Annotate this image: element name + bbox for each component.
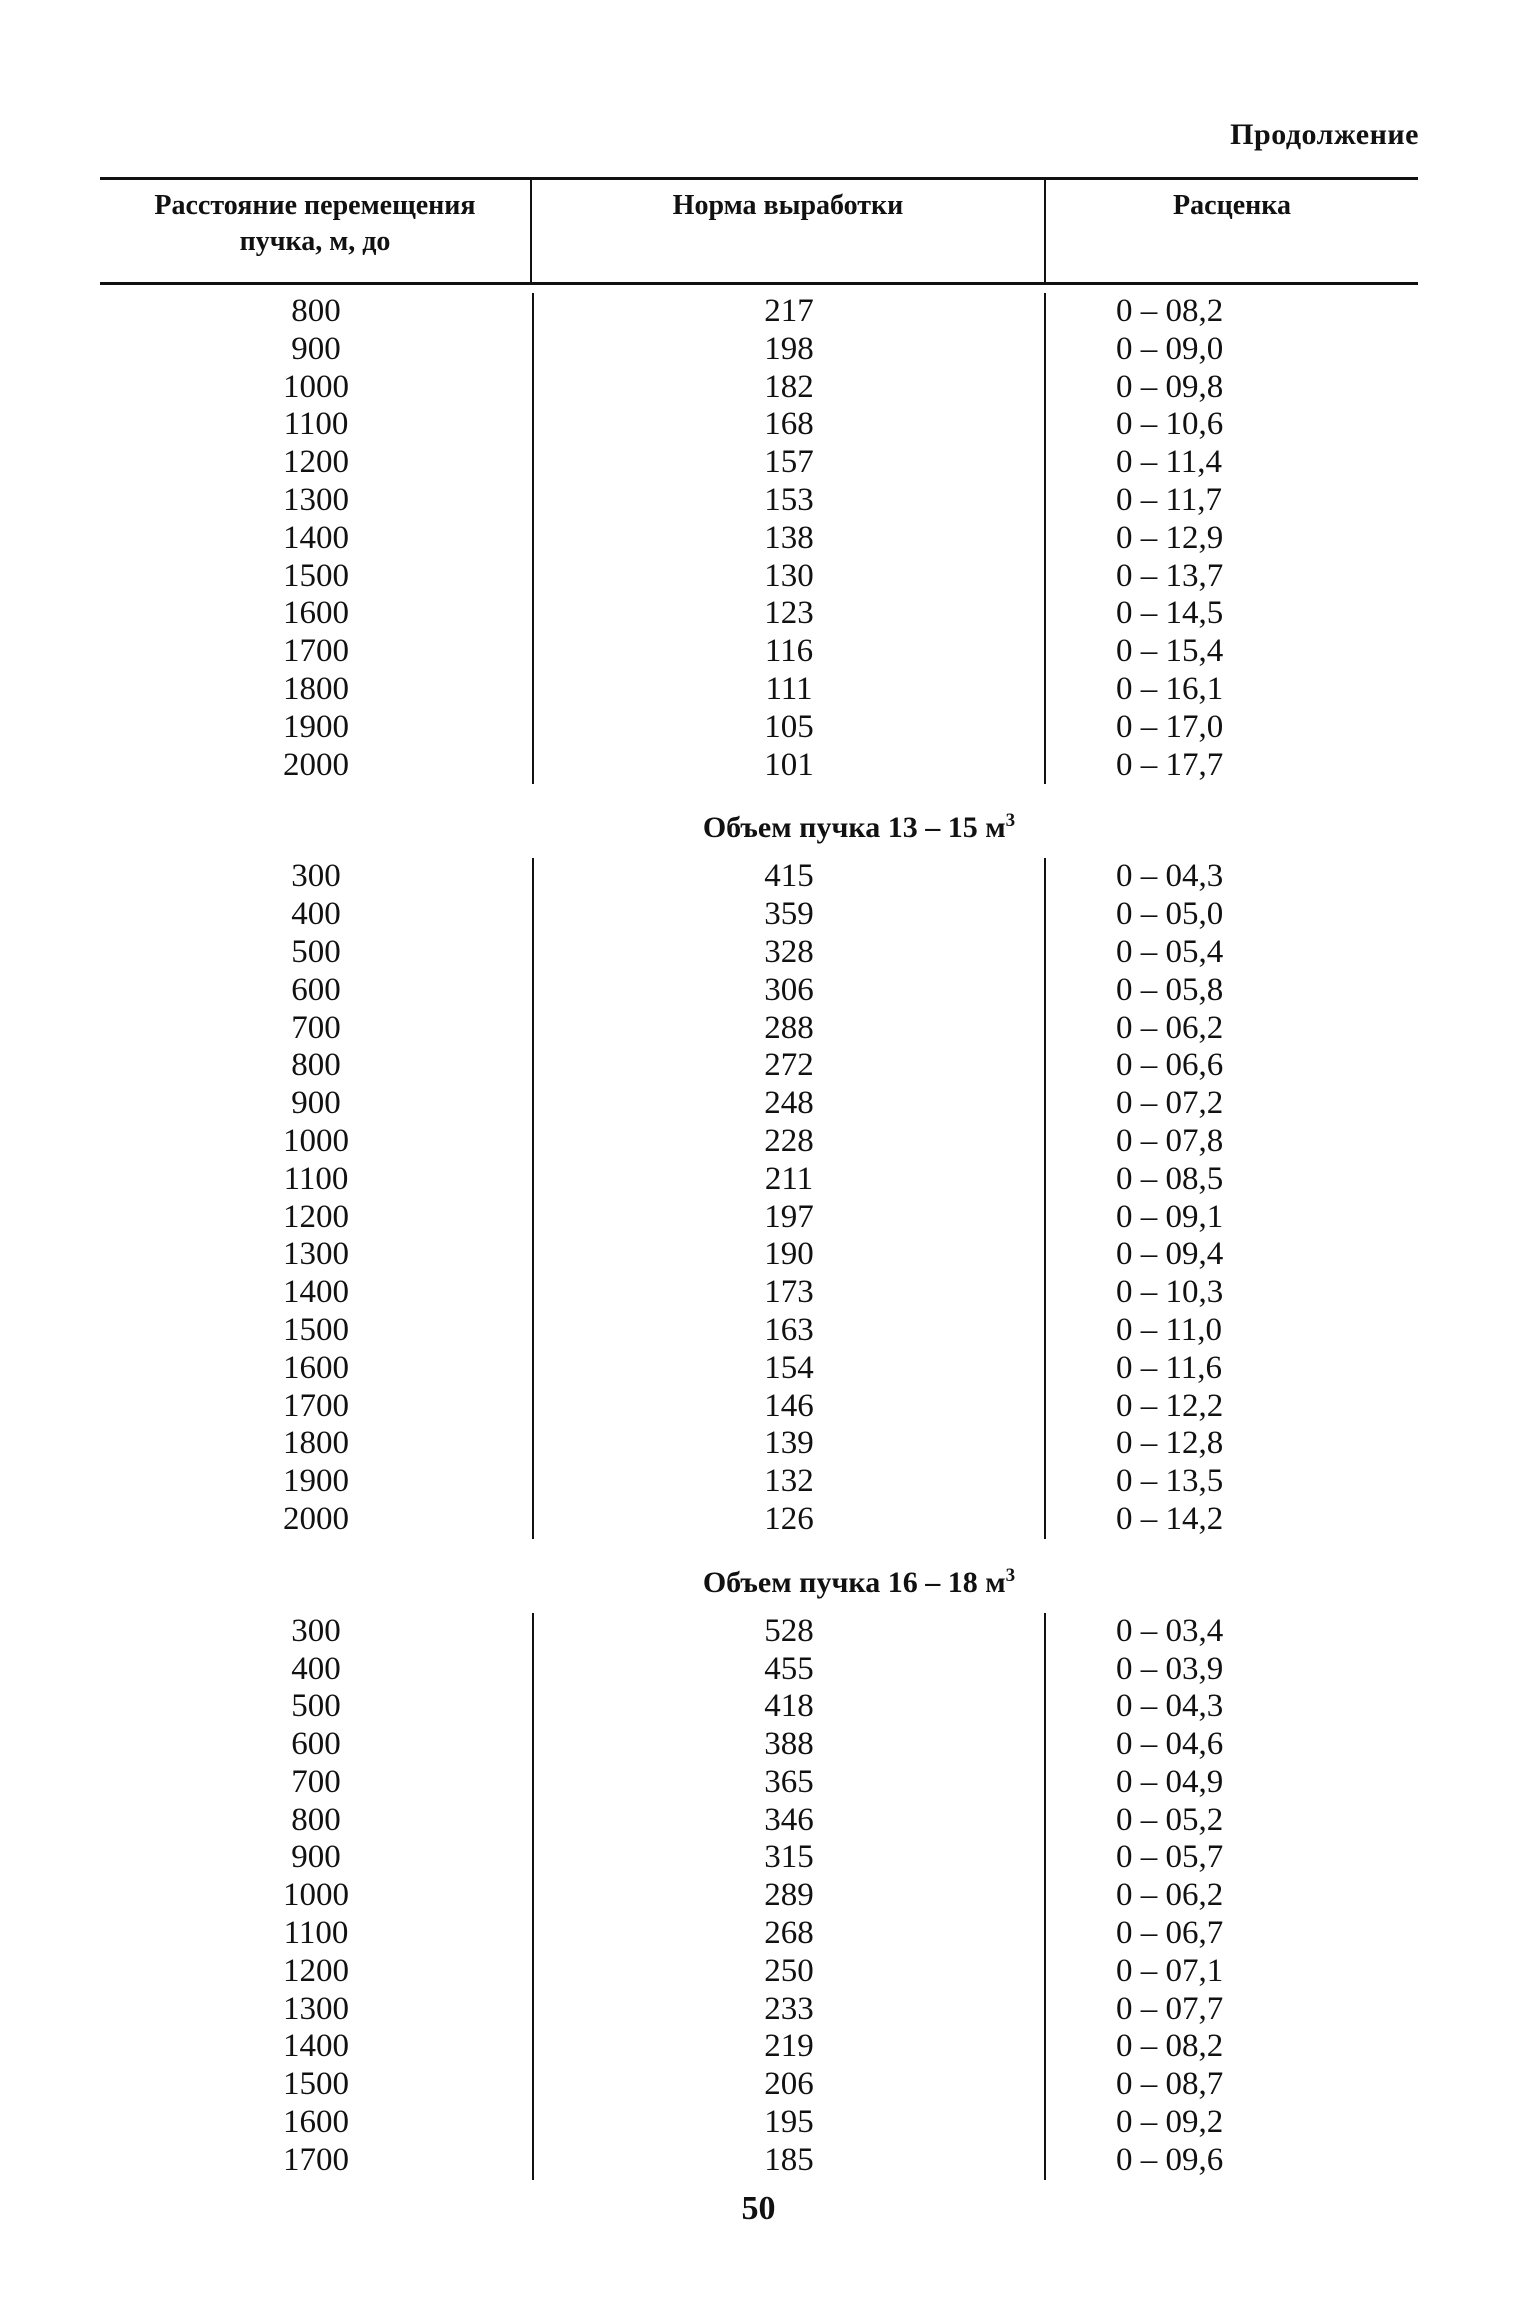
table-cell: 800 — [291, 293, 341, 329]
table-cell: 328 — [764, 933, 814, 970]
section-title-text: Объем пучка 16 – 18 м — [702, 1565, 1006, 1599]
section-title — [100, 1539, 1418, 1613]
table-cell: 359 — [764, 896, 814, 933]
table-cell: 388 — [764, 1726, 814, 1763]
table-cell: 528 — [764, 1612, 814, 1649]
table-cell: 0 – 09,1 — [1116, 1198, 1224, 1235]
table-cell: 0 – 15,4 — [1116, 633, 1224, 670]
table-cell: 211 — [764, 1160, 814, 1197]
header-rate — [1046, 180, 1418, 282]
table-cell: 250 — [764, 1952, 814, 1989]
table-cell: 306 — [764, 971, 814, 1008]
table-cell: 1800 — [283, 1425, 349, 1462]
table-cell: 1000 — [283, 368, 349, 405]
table-cell: 1300 — [283, 481, 349, 518]
table-cell: 0 – 10,3 — [1116, 1274, 1224, 1311]
table-cell: 173 — [764, 1274, 814, 1311]
table-cell: 700 — [291, 1763, 341, 1800]
table-cell: 0 – 05,0 — [1116, 896, 1224, 933]
table-cell: 0 – 12,8 — [1116, 1425, 1224, 1462]
header-output-norm-text: Норма выработки — [672, 190, 904, 221]
table-cell: 0 – 17,7 — [1116, 746, 1224, 783]
table-cell: 217 — [764, 293, 814, 329]
table-cell: 0 – 16,1 — [1116, 670, 1224, 707]
table-cell: 0 – 08,2 — [1116, 293, 1224, 329]
table-cell: 1000 — [283, 1122, 349, 1159]
table-cell: 0 – 11,0 — [1116, 1311, 1223, 1348]
table-cell: 1100 — [283, 1160, 349, 1197]
table-cell: 0 – 04,6 — [1116, 1726, 1224, 1763]
table-section-block — [100, 858, 1418, 1538]
table-cell: 1000 — [283, 1877, 349, 1914]
table-cell: 0 – 08,7 — [1116, 2066, 1224, 2103]
table-cell: 132 — [764, 1463, 814, 1500]
table-cell: 365 — [764, 1763, 814, 1800]
table-cell: 0 – 09,8 — [1116, 368, 1224, 405]
header-distance-line-2: пучка, м, до — [239, 226, 391, 257]
table-cell: 0 – 07,7 — [1116, 1990, 1224, 2027]
table-cell: 0 – 09,6 — [1116, 2141, 1224, 2178]
table-cell: 1500 — [283, 557, 349, 594]
table-cell: 1300 — [283, 1236, 349, 1273]
table-cell: 0 – 09,4 — [1116, 1236, 1224, 1273]
table-cell: 1400 — [283, 1274, 349, 1311]
table-cell: 0 – 05,4 — [1116, 933, 1224, 970]
section-title-superscript: 3 — [1005, 1564, 1016, 1586]
section-title-text: Объем пучка 13 – 15 м — [702, 811, 1006, 845]
table-cell: 157 — [764, 444, 814, 481]
table-cell: 0 – 13,5 — [1116, 1463, 1224, 1500]
page-number: 50 — [741, 2190, 776, 2227]
table-cell: 1700 — [283, 1387, 349, 1424]
table-cell: 0 – 06,6 — [1116, 1047, 1224, 1084]
table-cell: 0 – 07,2 — [1116, 1085, 1224, 1122]
table-cell: 1400 — [283, 519, 349, 556]
table-cell: 346 — [764, 1801, 814, 1838]
table-cell: 1200 — [283, 1952, 349, 1989]
table-cell: 455 — [764, 1650, 814, 1687]
table-section-block — [100, 1613, 1418, 2180]
table-cell: 400 — [291, 896, 341, 933]
header-distance-line-1: Расстояние перемещения — [154, 190, 476, 221]
table-body — [100, 285, 1418, 2180]
output-norm-column — [532, 1613, 1046, 2180]
table-cell: 233 — [764, 1990, 814, 2027]
table-cell: 0 – 03,4 — [1116, 1612, 1224, 1649]
table-cell: 0 – 07,1 — [1116, 1952, 1224, 1989]
table-cell: 1600 — [283, 1349, 349, 1386]
table-cell: 0 – 09,2 — [1116, 2104, 1224, 2141]
table-cell: 195 — [764, 2104, 814, 2141]
table-cell: 600 — [291, 971, 341, 1008]
header-rate-text: Расценка — [1173, 190, 1291, 221]
table-cell: 190 — [764, 1236, 814, 1273]
table-cell: 700 — [291, 1009, 341, 1046]
table-cell: 268 — [764, 1915, 814, 1952]
table-cell: 1100 — [283, 406, 349, 443]
table-cell: 0 – 12,9 — [1116, 519, 1224, 556]
table-cell: 0 – 04,3 — [1116, 1688, 1224, 1725]
distance-column — [100, 1613, 532, 2180]
table-cell: 272 — [764, 1047, 814, 1084]
table-section-block — [100, 293, 1418, 784]
table-cell: 300 — [291, 858, 341, 895]
table-cell: 0 – 05,2 — [1116, 1801, 1224, 1838]
table-cell: 0 – 13,7 — [1116, 557, 1224, 594]
table-cell: 0 – 12,2 — [1116, 1387, 1224, 1424]
section-title-superscript: 3 — [1005, 810, 1016, 832]
table-cell: 153 — [764, 481, 814, 518]
table-cell: 0 – 11,4 — [1116, 444, 1223, 481]
table-cell: 185 — [764, 2141, 814, 2178]
header-output-norm — [532, 180, 1046, 282]
table-cell: 0 – 14,2 — [1116, 1500, 1224, 1537]
table-cell: 146 — [764, 1387, 814, 1424]
table-cell: 2000 — [283, 1500, 349, 1537]
table-cell: 0 – 03,9 — [1116, 1650, 1224, 1687]
table-cell: 0 – 07,8 — [1116, 1122, 1224, 1159]
table-cell: 1200 — [283, 444, 349, 481]
section-title — [100, 784, 1418, 858]
table-cell: 1900 — [283, 1463, 349, 1500]
table-cell: 182 — [764, 368, 814, 405]
table-cell: 139 — [764, 1425, 814, 1462]
norms-table — [100, 177, 1418, 2180]
table-cell: 288 — [764, 1009, 814, 1046]
table-cell: 0 – 05,8 — [1116, 971, 1224, 1008]
table-cell: 500 — [291, 1688, 341, 1725]
rate-column — [1046, 293, 1418, 784]
rate-column — [1046, 1613, 1418, 2180]
table-cell: 0 – 04,9 — [1116, 1763, 1224, 1800]
table-cell: 0 – 04,3 — [1116, 858, 1224, 895]
table-cell: 163 — [764, 1311, 814, 1348]
table-cell: 1600 — [283, 595, 349, 632]
table-cell: 1400 — [283, 2028, 349, 2065]
table-cell: 0 – 05,7 — [1116, 1839, 1224, 1876]
table-cell: 1500 — [283, 1311, 349, 1348]
table-cell: 0 – 14,5 — [1116, 595, 1224, 632]
table-cell: 0 – 09,0 — [1116, 330, 1224, 367]
table-cell: 138 — [764, 519, 814, 556]
distance-column — [100, 293, 532, 784]
table-cell: 1200 — [283, 1198, 349, 1235]
table-cell: 0 – 08,2 — [1116, 2028, 1224, 2065]
table-cell: 800 — [291, 1047, 341, 1084]
table-cell: 198 — [764, 330, 814, 367]
header-distance — [100, 180, 532, 282]
table-cell: 900 — [291, 1085, 341, 1122]
table-cell: 0 – 06,7 — [1116, 1915, 1224, 1952]
table-cell: 0 – 08,5 — [1116, 1160, 1224, 1197]
table-cell: 900 — [291, 330, 341, 367]
table-cell: 130 — [764, 557, 814, 594]
table-cell: 1800 — [283, 670, 349, 707]
table-cell: 0 – 17,0 — [1116, 708, 1224, 745]
continuation-label: Продолжение — [1230, 118, 1419, 151]
table-cell: 126 — [764, 1500, 814, 1537]
table-cell: 400 — [291, 1650, 341, 1687]
table-cell: 0 – 11,6 — [1116, 1349, 1223, 1386]
table-cell: 206 — [764, 2066, 814, 2103]
table-cell: 2000 — [283, 746, 349, 783]
table-cell: 1700 — [283, 2141, 349, 2178]
table-cell: 154 — [764, 1349, 814, 1386]
table-cell: 1900 — [283, 708, 349, 745]
table-cell: 1100 — [283, 1915, 349, 1952]
table-cell: 219 — [764, 2028, 814, 2065]
table-cell: 0 – 06,2 — [1116, 1877, 1224, 1914]
table-cell: 800 — [291, 1801, 341, 1838]
table-cell: 1500 — [283, 2066, 349, 2103]
table-cell: 1600 — [283, 2104, 349, 2141]
table-cell: 168 — [764, 406, 814, 443]
table-cell: 500 — [291, 933, 341, 970]
table-cell: 123 — [764, 595, 814, 632]
rate-column — [1046, 858, 1418, 1538]
table-cell: 105 — [764, 708, 814, 745]
table-cell: 0 – 11,7 — [1116, 481, 1223, 518]
table-cell: 1300 — [283, 1990, 349, 2027]
output-norm-column — [532, 858, 1046, 1538]
table-cell: 248 — [764, 1085, 814, 1122]
table-cell: 415 — [764, 858, 814, 895]
table-cell: 116 — [764, 633, 814, 670]
table-cell: 228 — [764, 1122, 814, 1159]
table-cell: 101 — [764, 746, 814, 783]
table-cell: 418 — [764, 1688, 814, 1725]
table-cell: 300 — [291, 1612, 341, 1649]
table-cell: 600 — [291, 1726, 341, 1763]
table-cell: 315 — [764, 1839, 814, 1876]
table-cell: 111 — [765, 670, 813, 707]
table-cell: 0 – 06,2 — [1116, 1009, 1224, 1046]
table-cell: 900 — [291, 1839, 341, 1876]
table-cell: 0 – 10,6 — [1116, 406, 1224, 443]
table-cell: 197 — [764, 1198, 814, 1235]
table-cell: 1700 — [283, 633, 349, 670]
table-cell: 289 — [764, 1877, 814, 1914]
distance-column — [100, 858, 532, 1538]
table-header — [100, 180, 1418, 282]
output-norm-column — [532, 293, 1046, 784]
